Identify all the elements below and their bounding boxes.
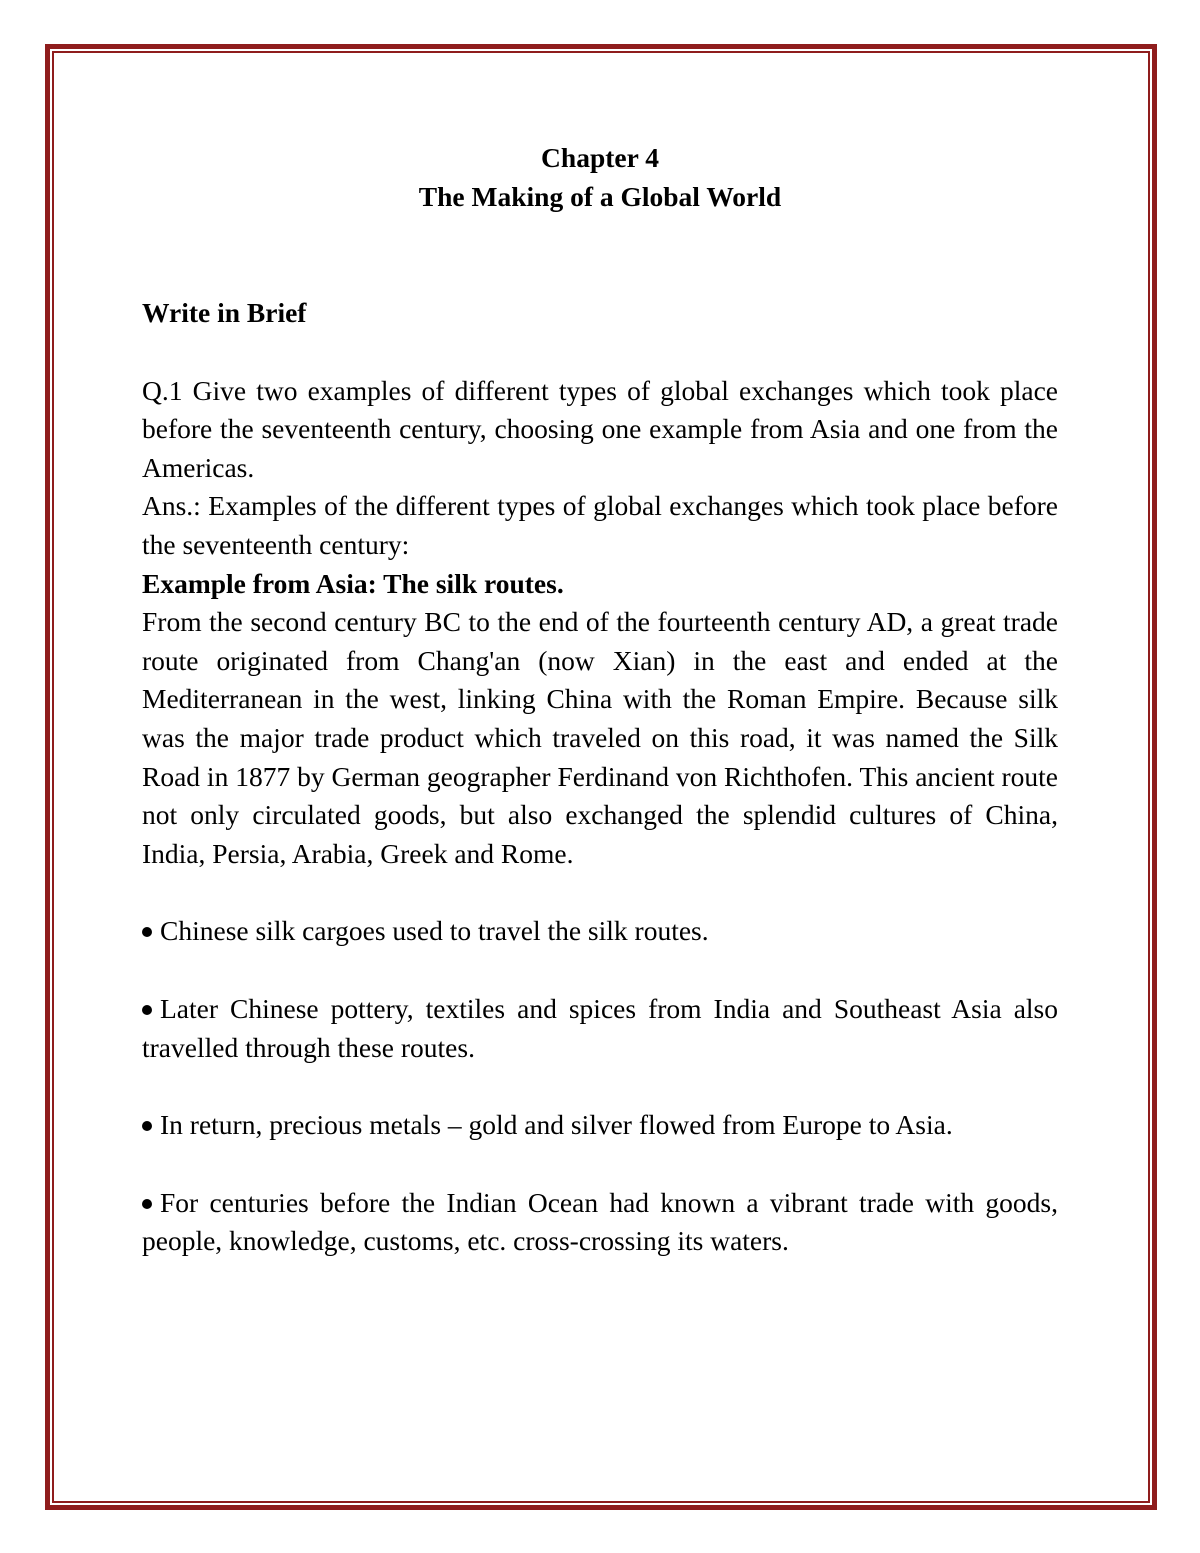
bullet-text: For centuries before the Indian Ocean had known a vibrant trade with goods, people, knowledge, customs, etc. cross-crossing its waters. <box>142 1186 1058 1257</box>
question-text: Q.1 Give two examples of different types of global exchanges which took place before the seventeenth century, choosing one example from Asia and one from the Americas. <box>142 374 1058 483</box>
bullet-icon <box>142 1121 152 1131</box>
bullet-text: Later Chinese pottery, textiles and spices from India and Southeast Asia also travelled through these routes. <box>142 992 1058 1063</box>
bullet-item <box>142 912 1058 951</box>
bullet-icon <box>142 927 152 937</box>
example-heading: Example from Asia: The silk routes. <box>142 567 564 599</box>
bullet-icon <box>142 1199 152 1209</box>
chapter-title: The Making of a Global World <box>418 181 782 212</box>
bullet-text: In return, precious metals – gold and silver flowed from Europe to Asia. <box>160 1109 953 1141</box>
bullet-icon <box>142 1005 152 1015</box>
example-paragraph: From the second century BC to the end of the fourteenth century AD, a great trade route originated from Chang'an (now Xian) in the east and ended at the Mediterranean in the west, linking China with the Roman Empire. Because silk was the major trade product which traveled on this road, it was named the Silk Road in 1877 by German geographer Ferdinand von Richthofen. This ancient route not only circulated goods, but also exchanged the splendid cultures of China, India, Persia, Arabia, Greek and Rome. <box>142 606 1058 869</box>
answer-intro: Ans.: Examples of the different types of global exchanges which took place before the seventeenth century: <box>142 490 1058 560</box>
chapter-number: Chapter 4 <box>541 142 659 173</box>
bullet-item <box>142 1184 1058 1261</box>
bullet-item <box>142 1106 1058 1145</box>
bullet-item <box>142 990 1058 1067</box>
section-title: Write in Brief <box>142 297 307 328</box>
chapter-heading <box>142 138 1058 216</box>
document-body <box>142 138 1058 1261</box>
bullet-text: Chinese silk cargoes used to travel the silk routes. <box>160 915 709 947</box>
